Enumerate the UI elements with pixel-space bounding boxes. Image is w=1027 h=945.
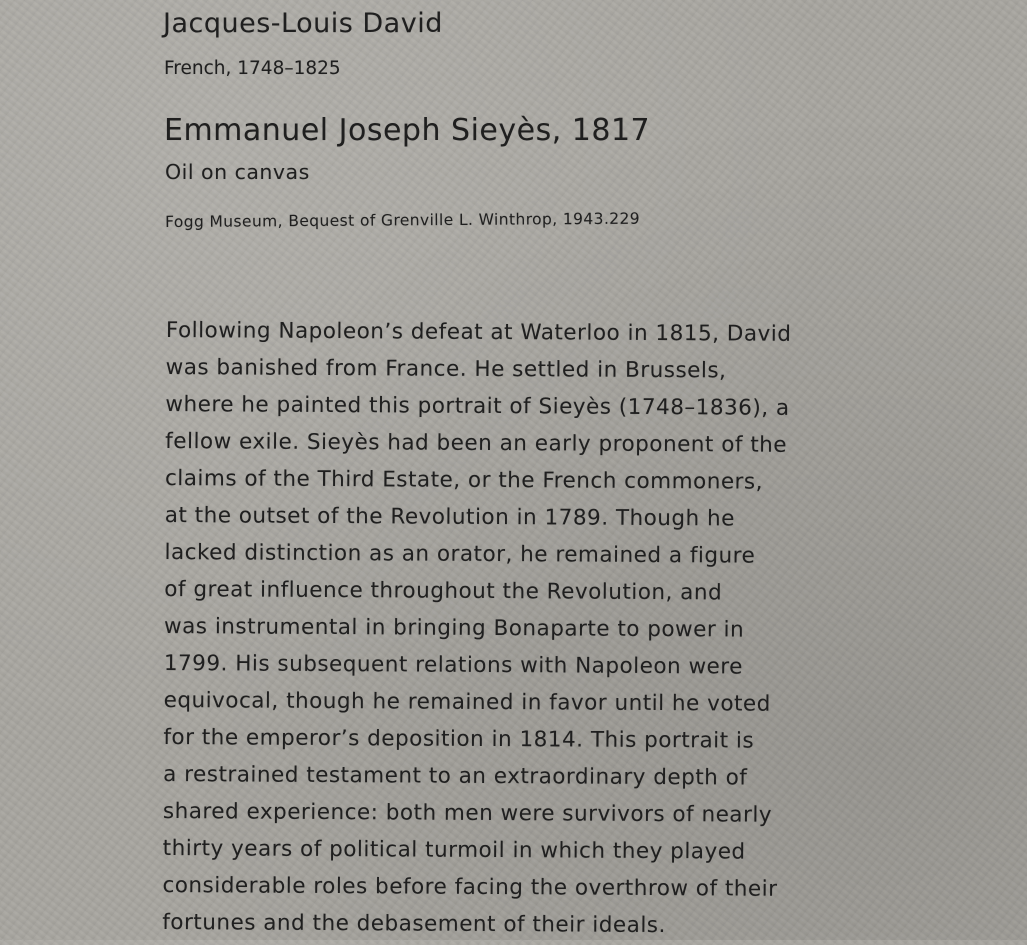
body-line: fortunes and the debasement of their ideals. [162, 909, 666, 939]
body-line: a restrained testament to an extraordinary depth of [163, 761, 748, 791]
body-line: fellow exile. Sieyès had been an early proponent of the [165, 428, 788, 458]
body-line: 1799. His subsequent relations with Napoleon were [163, 650, 743, 680]
artwork-title: Emmanuel Joseph Sieyès, 1817 [164, 113, 651, 148]
label-body-text [162, 312, 846, 945]
artist-nationality-dates: French, 1748–1825 [164, 58, 341, 79]
body-line: was instrumental in bringing Bonaparte to power in [164, 613, 745, 643]
body-line: lacked distinction as an orator, he remained a figure [164, 539, 756, 569]
body-line: where he painted this portrait of Sieyès (1748–1836), a [165, 391, 790, 421]
body-line: thirty years of political turmoil in which they played [162, 835, 746, 865]
body-line: considerable roles before facing the overthrow of their [162, 872, 778, 902]
artwork-medium: Oil on canvas [165, 160, 310, 184]
body-line: at the outset of the Revolution in 1789. Though he [164, 502, 735, 532]
credit-line: Fogg Museum, Bequest of Grenville L. Winthrop, 1943.229 [164, 209, 641, 231]
body-line: of great influence throughout the Revolution, and [164, 576, 723, 606]
artist-name: Jacques-Louis David [163, 8, 443, 39]
body-line: shared experience: both men were survivors of nearly [162, 798, 773, 828]
body-line: for the emperor’s deposition in 1814. This portrait is [163, 724, 755, 754]
body-line: was banished from France. He settled in Brussels, [165, 354, 727, 384]
body-line: claims of the Third Estate, or the French commoners, [164, 465, 764, 495]
body-line: Following Napoleon’s defeat at Waterloo in 1815, David [165, 317, 792, 347]
body-line: equivocal, though he remained in favor until he voted [163, 687, 771, 717]
